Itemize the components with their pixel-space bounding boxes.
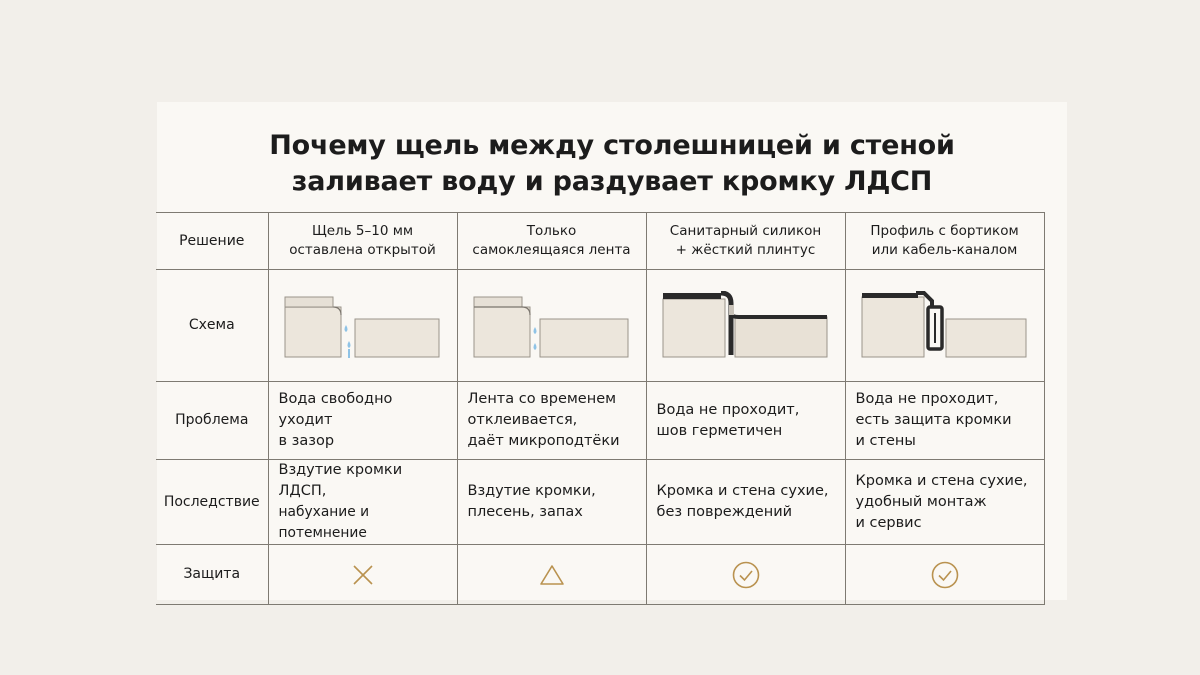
problem-cell-profile [845,382,1044,460]
scheme-cell-silicone [646,270,845,382]
column-header-profile [845,213,1044,270]
cell-line: Вздутие кромки, [467,483,596,499]
cell-line: и сервис [855,514,922,531]
header-line: или кабель-каналом [871,242,1018,258]
protection-cell-tape [457,545,646,605]
header-line: самоклеящаяся лента [472,242,631,258]
protection-cell-open-gap [268,545,457,605]
cell-line: шов герметичен [656,422,783,439]
header-line: Только [526,223,577,239]
header-line: + жёсткий плинтус [675,242,816,258]
check-circle-icon [731,560,761,590]
cell-line: Вода свободно уходит [278,391,393,428]
cell-line: удобный монтаж [855,493,987,510]
cell-line: Вздутие кромки ЛДСП, [278,462,403,499]
table-row-solution [156,213,1044,270]
tape-leak-diagram [472,291,632,361]
check-circle-icon [930,560,960,590]
table-row-consequence [156,460,1044,545]
consequence-cell-open-gap [268,460,457,545]
cell-line: набухание и потемнение [278,504,370,541]
cell-line: Лента со временем [467,391,617,407]
header-line: оставлена открытой [289,242,436,258]
comparison-table [156,212,1045,605]
column-header-tape [457,213,646,270]
open-gap-water-diagram [283,291,443,361]
consequence-cell-tape [457,460,646,545]
header-line: Щель 5–10 мм [311,223,414,239]
row-header-problem: Проблема [156,382,268,460]
row-header-consequence: Последствие [156,460,268,545]
cell-line: даёт микроподтёки [467,433,620,449]
page-title [157,128,1067,200]
silicone-plinth-diagram [661,291,831,361]
scheme-cell-tape [457,270,646,382]
cell-line: в зазор [278,433,335,449]
scheme-cell-open-gap [268,270,457,382]
column-header-silicone [646,213,845,270]
protection-cell-silicone [646,545,845,605]
problem-cell-silicone [646,382,845,460]
title-line-2: заливает воду и раздувает кромку ЛДСП [291,166,933,197]
cell-line: Кромка и стена сухие, [855,472,1028,489]
problem-cell-tape [457,382,646,460]
row-header-solution: Решение [156,213,268,270]
cell-line: без повреждений [656,504,793,520]
cell-line: Вода не проходит, [855,391,999,407]
problem-cell-open-gap [268,382,457,460]
header-line: Санитарный силикон [669,223,822,239]
cross-icon [350,562,376,588]
cell-line: плесень, запах [467,504,583,520]
cell-line: Вода не проходит, [656,401,800,418]
cell-line: Кромка и стена сухие, [656,483,829,499]
cell-line: есть защита кромки [855,412,1012,428]
table-row-problem [156,382,1044,460]
column-header-open-gap [268,213,457,270]
row-header-protection: Защита [156,545,268,605]
cell-line: отклеивается, [467,412,578,428]
comparison-card [157,102,1067,600]
table-row-protection [156,545,1044,605]
consequence-cell-silicone [646,460,845,545]
row-header-scheme: Схема [156,270,268,382]
triangle-icon [538,562,566,588]
table-row-scheme [156,270,1044,382]
profile-channel-diagram [860,291,1030,361]
consequence-cell-profile [845,460,1044,545]
protection-cell-profile [845,545,1044,605]
title-line-1: Почему щель между столешницей и стеной [269,130,955,161]
header-line: Профиль с бортиком [870,223,1019,239]
scheme-cell-profile [845,270,1044,382]
cell-line: и стены [855,433,916,449]
